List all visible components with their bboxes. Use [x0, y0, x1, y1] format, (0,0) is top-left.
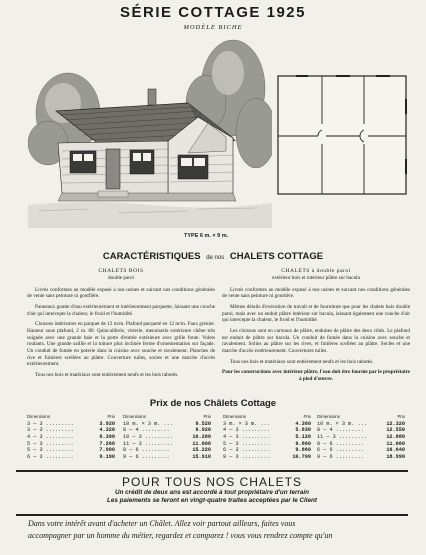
dimension-value: 11 — 3 ......... [123, 440, 173, 447]
dimension-value: 8 — 4 ......... [317, 427, 364, 434]
dimension-value: 6 — 6 ......... [317, 447, 364, 454]
paragraph: Tous nos bois et matériaux sont entièrement neufs et les bois rabotés. [230, 358, 374, 365]
dimension-value: 5 — 3 ......... [223, 440, 270, 447]
paragraph: Les cloisons sont en carreaux de plâtre, enduites de plâtre des deux côtés. Le plafond est enduit de plâtre sur bacula. Un conduit de fumée dans la cuisine avec souche et ravalement. Solins au plâtre sur les rives, et fuitières scellées au plâtre. Socles et une marche d'accès extérieurement. Couvertures tuiles. [222, 328, 410, 355]
column-subheading: double paroi [107, 275, 135, 282]
banner-title: POUR TOUS NOS CHALETS [122, 475, 302, 489]
model-name: MODÈLE BICHE [183, 24, 243, 31]
dimension-value: 4 — 3 ......... [27, 433, 74, 440]
footer-text [28, 518, 406, 542]
dimension-value: 9 — 6 ......... [123, 453, 170, 460]
dimension-value: 10 m. × 3 m. ... [123, 420, 173, 427]
paragraph: Tous nos bois et matériaux sont entièrement neufs et les bois rabotés. [35, 372, 179, 379]
banner-line-payments: Les paiements se feront en vingt-quatre traites acceptées par le Client [107, 497, 317, 505]
price-row [223, 441, 311, 448]
price-value: 15.220 [192, 447, 211, 454]
dimension-value: 3 — 3 ......... [27, 427, 74, 434]
price-row [317, 441, 405, 448]
price-row [317, 454, 405, 461]
price-row [223, 427, 311, 434]
price-header: Prix [203, 414, 211, 419]
paragraph: Livrés conformes au modèle exposé à nos usines et suivant nos conditions générales de vente sans peinture ni gouttière. [222, 286, 410, 300]
characteristics-title-post: CHALETS COTTAGE [229, 251, 324, 262]
price-value: 16.640 [386, 447, 405, 454]
price-row [27, 454, 115, 461]
characteristics-title-mid: de nos [206, 255, 225, 261]
price-value: 9.860 [295, 440, 311, 447]
price-value: 6.390 [99, 433, 115, 440]
paragraph: Panneaux goutte d'eau extérieurement et intérieurement parquette, laissant une couche d'air qui intercepte la chaleur, le froid et l'humidité. [27, 304, 215, 317]
price-value: 12.320 [386, 420, 405, 427]
price-value: 9.860 [295, 447, 311, 454]
dimensions-header: Dimensions [27, 414, 50, 419]
price-row [123, 434, 211, 441]
price-row [223, 434, 311, 441]
price-row [123, 421, 211, 428]
price-tables [27, 414, 403, 462]
price-row [223, 454, 311, 461]
footer-line: Dans votre intérêt avant d'acheter un Châlet. Allez voir partout ailleurs, faites vous [28, 519, 296, 528]
dimensions-header: Dimensions [223, 414, 246, 419]
price-value: 18.990 [386, 453, 405, 460]
price-value: 12.880 [386, 433, 405, 440]
price-row [27, 427, 115, 434]
price-table-header [223, 414, 311, 420]
price-row [123, 454, 211, 461]
dimensions-header: Dimensions [317, 414, 340, 419]
dimensions-header: Dimensions [123, 414, 146, 419]
dimension-value: 4 — 3 ......... [223, 433, 270, 440]
price-table-header [123, 414, 211, 420]
price-value: 10.700 [292, 453, 311, 460]
price-header: Prix [303, 414, 311, 419]
price-value: 9.920 [195, 427, 211, 434]
price-value: 5.120 [295, 433, 311, 440]
column-subheading: extérieur bois et intérieur plâtre sur bacula [272, 275, 360, 282]
price-table [223, 414, 311, 461]
price-value: 9.190 [99, 453, 115, 460]
price-value: 15.910 [192, 453, 211, 460]
dimension-value: 11 — 3 ......... [317, 433, 367, 440]
price-value: 9.520 [195, 420, 211, 427]
dimension-value: 9 — 6 ......... [317, 453, 364, 460]
footer-line: accompagner par un homme du métier, regardez et comparez ! vous vous rendrez compte qu'un [28, 531, 333, 540]
paragraph: Livrés conformes au modèle exposé à nos usines et suivant nos conditions générales de vente sans peinture ni goutfière. [27, 286, 215, 300]
type-dimensions: TYPE 6 m. × 9 m. [184, 233, 229, 239]
dimension-value: 6 — 3 ......... [223, 447, 270, 454]
characteristics-title [0, 251, 426, 262]
dimension-value: 3 — 3 ......... [27, 420, 74, 427]
dimension-value: 8 — 6 ......... [123, 447, 170, 454]
price-row [317, 427, 405, 434]
price-table [123, 414, 211, 461]
price-value: 12.550 [386, 427, 405, 434]
price-table-header [27, 414, 115, 420]
price-row [223, 447, 311, 454]
credit-banner [16, 470, 408, 516]
price-header: Prix [107, 414, 115, 419]
dimension-value: 10 m. × 3 m. ... [317, 420, 367, 427]
price-row [317, 434, 405, 441]
price-value: 4.320 [99, 427, 115, 434]
price-value: 7.900 [99, 447, 115, 454]
dimension-value: 6 — 3 ......... [27, 453, 74, 460]
price-value: 7.260 [99, 440, 115, 447]
dimension-value: 9 — 3 ......... [223, 453, 270, 460]
price-header: Prix [397, 414, 405, 419]
cottage-illustration [28, 33, 272, 228]
price-value: 11.000 [192, 440, 211, 447]
price-table-header [317, 414, 405, 420]
prices-title: Prix de nos Châlets Cottage [149, 398, 277, 409]
price-row [223, 421, 311, 428]
price-row [27, 434, 115, 441]
price-value: 11.060 [386, 440, 405, 447]
price-table [27, 414, 115, 461]
paragraph: Cloisons intérieures en parquet de 12 m/m. Plafond parqueté en 12 m/m. Faux grenier. Hauteur sous plafond, 2 m. 80. Quincaillerie, vitrerie, menuiserie extérieure chêne très soignée avec une grande baie et la porte d'entrée extérieure avec grille fonte. Volets roulants. Une grande saillie et la toiture plus inclinée ferme d'ornementation sur façade. Un conduit de fumée en poterie dans la cuisine avec souche et ravalement. Planches de rive et fuitières scellées au plâtre. Couverture tuiles, socles et une marche d'accès extérieurement. [27, 321, 215, 368]
dimension-value: 5 — 3 ......... [27, 447, 74, 454]
price-row [27, 447, 115, 454]
price-row [27, 441, 115, 448]
page-title: SÉRIE COTTAGE 1925 [120, 4, 306, 21]
price-table [317, 414, 405, 461]
dimension-value: 8 — 4 ......... [123, 427, 170, 434]
price-row [317, 421, 405, 428]
column-heading: CHALETS à double paroi [281, 268, 351, 274]
column-heading: CHALETS BOIS [98, 268, 144, 274]
price-value: 5.830 [295, 427, 311, 434]
price-row [123, 427, 211, 434]
dimension-value: 10 — 3 ......... [123, 433, 173, 440]
dimension-value: 3 m. × 3 m. ... [223, 420, 270, 427]
dimension-value: 4 — 3 ......... [223, 427, 270, 434]
wood-chalet-column [27, 268, 215, 383]
price-row [123, 447, 211, 454]
price-value: 10.280 [192, 433, 211, 440]
banner-line-credit: Un crédit de deux ans est accordé à tout propriétaire d'un terrain [115, 489, 309, 496]
price-value: 3.920 [99, 420, 115, 427]
price-row [317, 447, 405, 454]
paragraph: Mêmes détails d'exécution de travail et de fourniture que pour les chalets bois double paroi, mais avec un enduit plâtre intérieur sur bacula, laissant également une couche d'air qui intercepte la chaleur, le froid et l'humidité. [222, 304, 410, 324]
characteristics-title-pre: CARACTÉRISTIQUES [102, 251, 201, 262]
dimension-value: 5 — 3 ......... [27, 440, 74, 447]
price-row [123, 441, 211, 448]
dimension-value: 8 — 6 ......... [317, 440, 364, 447]
price-row [27, 421, 115, 428]
price-value: 4.360 [295, 420, 311, 427]
floor-plan [276, 74, 408, 196]
water-note: Pour les constructions avec intérieur plâtre, l'eau doit être fournie par le propriétaire à pied d'œuvre. [222, 369, 410, 383]
plaster-chalet-column [222, 268, 410, 387]
